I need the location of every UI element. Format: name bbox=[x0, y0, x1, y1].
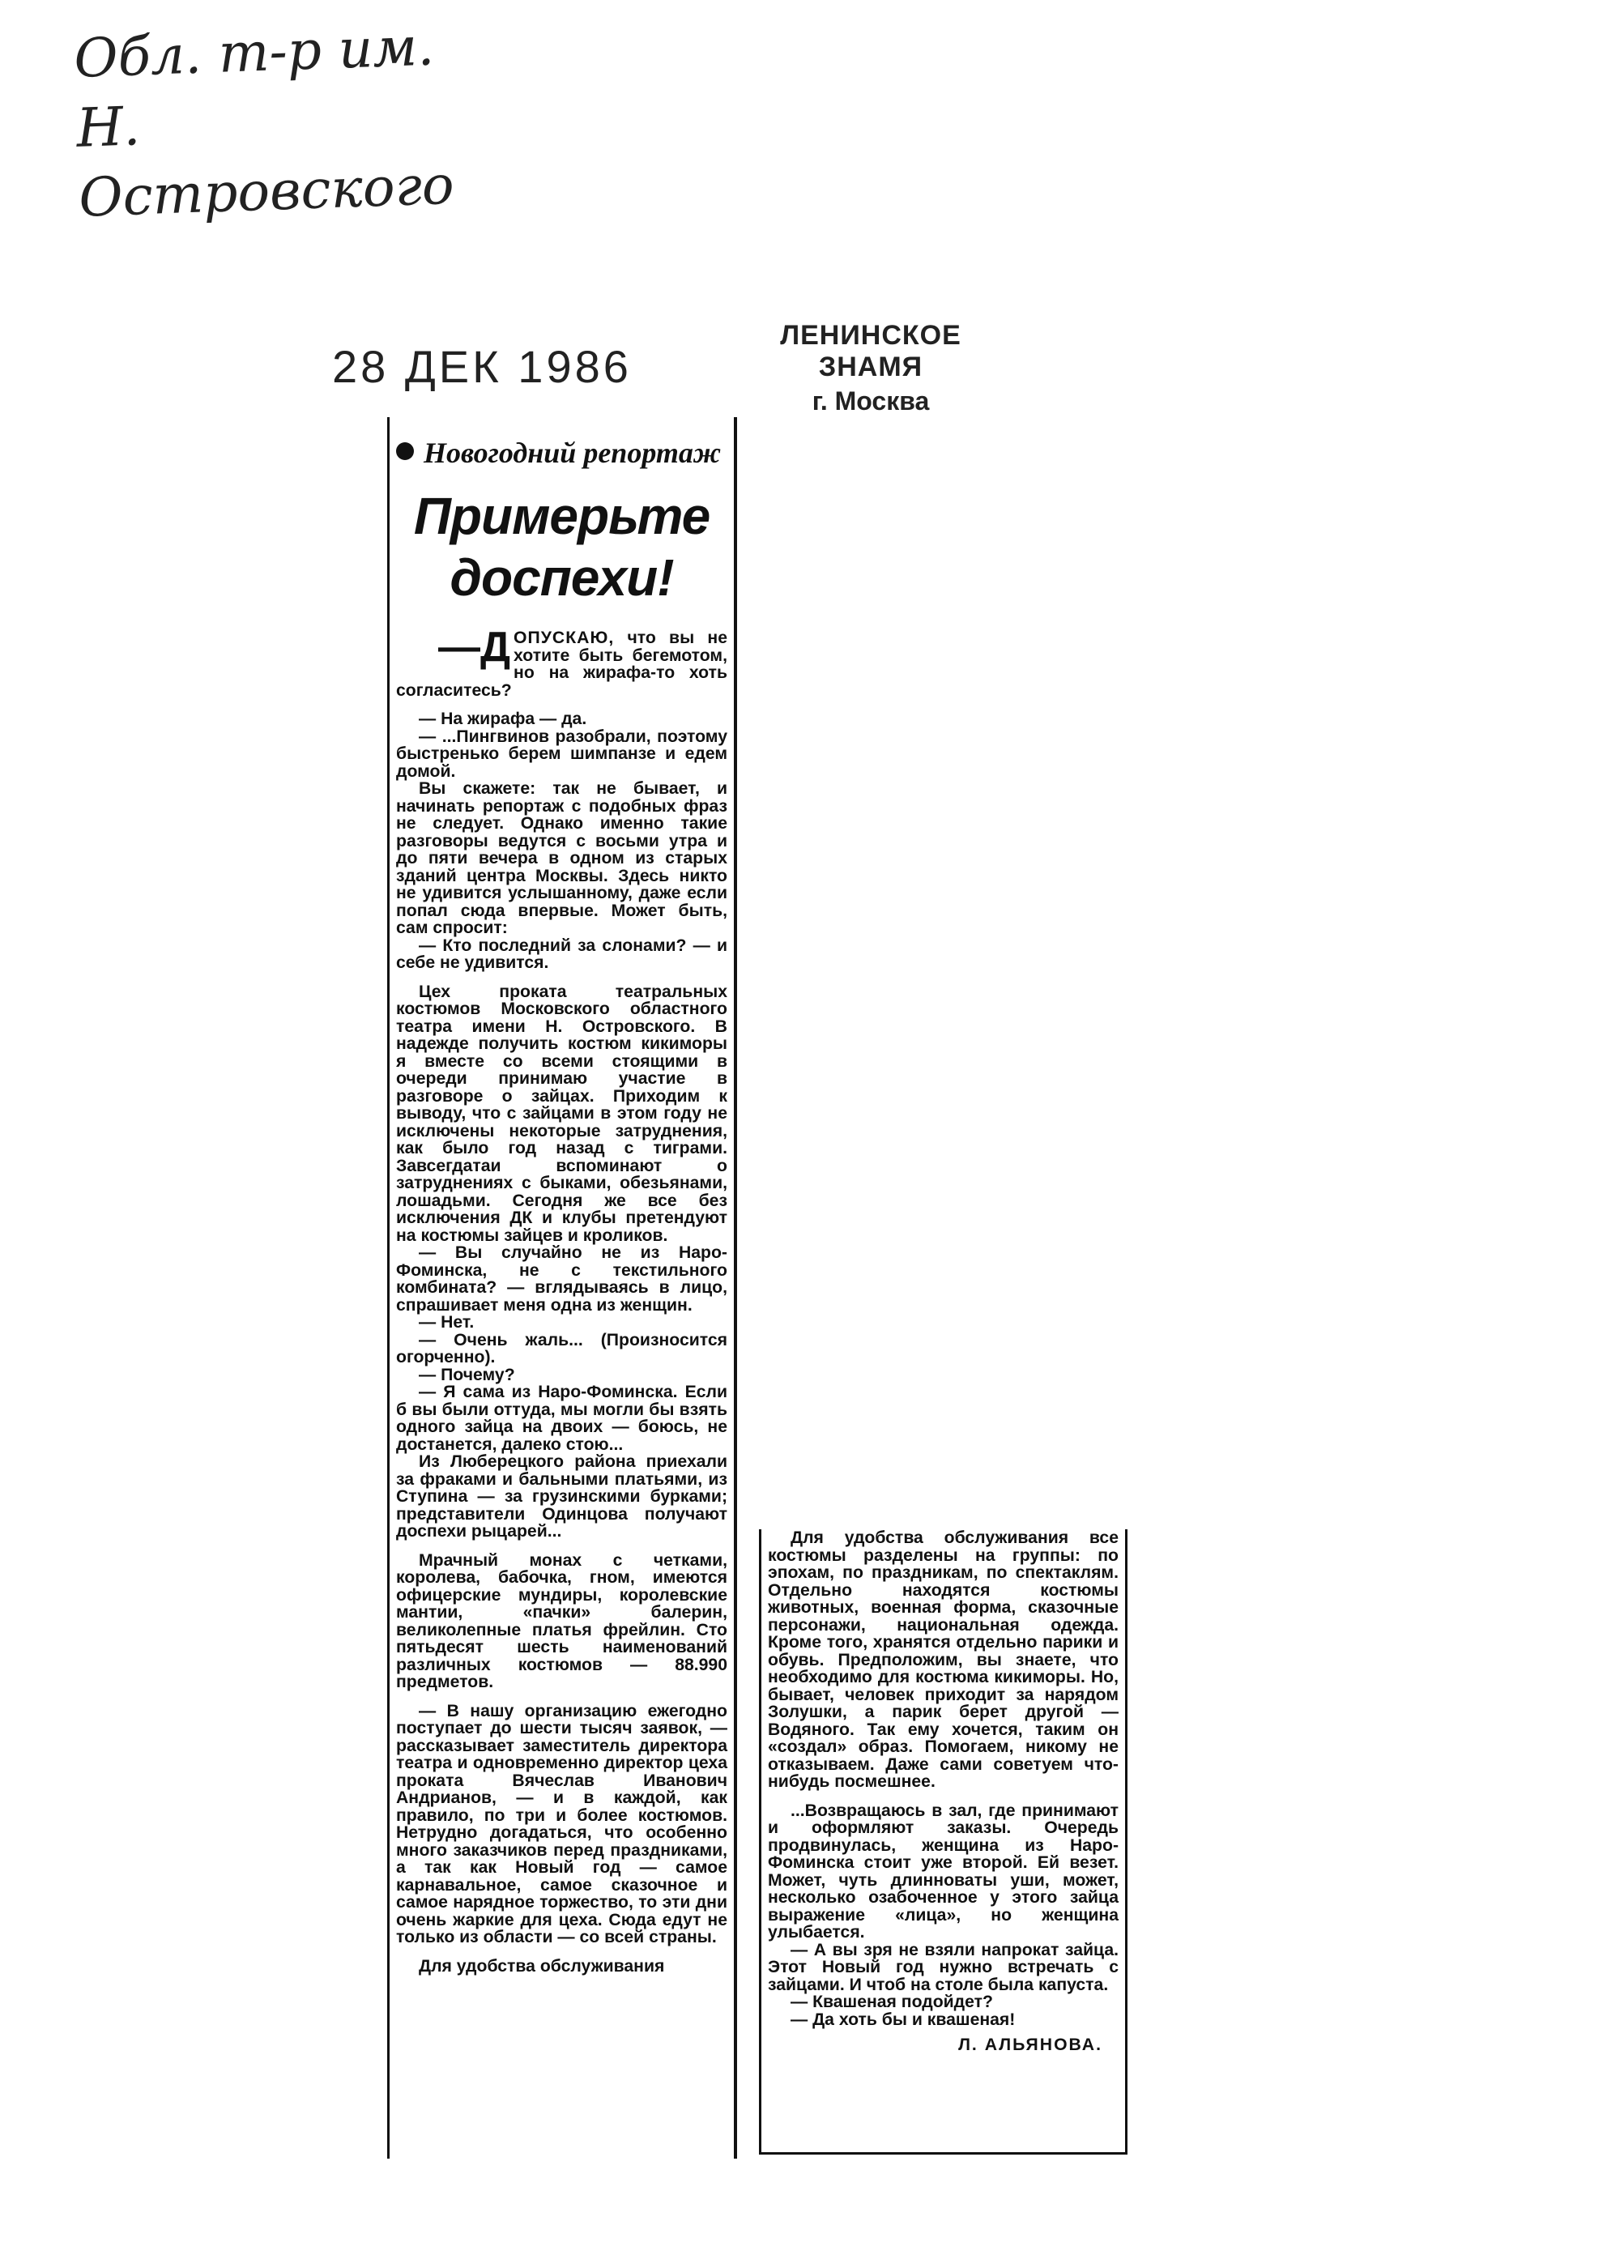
bullet-dot-icon bbox=[396, 442, 414, 460]
paragraph: — А вы зря не взяли напрокат зайца. Этот Новый год нужно встречать с зайцами. И чтоб на столе была капуста. bbox=[768, 1940, 1119, 1994]
paragraph: Для удобства обслуживания все костюмы разделены на группы: по эпохам, по праздникам, по спектаклям. Отдельно находятся костюмы животных, военная форма, сказочные персонажи, национальная одежда. Кроме того, хранятся отдельно парики и обувь. Предположим, вы знаете, что необходимо для костюма кикиморы. Но, бывает, человек приходит за нарядом Золушки, а парик берет другой — Водяного. Так ему хочется, таким он «создал» образ. Помогаем, никому не отказываем. Даже сами советуем что-нибудь посмешнее. bbox=[768, 1529, 1119, 1791]
newspaper-stamp bbox=[765, 320, 976, 416]
paragraph: — Кто последний за слонами? — и себе не удивится. bbox=[396, 936, 727, 972]
paragraph: — Да хоть бы и квашеная! bbox=[791, 2010, 1016, 2029]
paragraph: — Я сама из Наро-Фоминска. Если б вы были оттуда, мы могли бы взять одного зайца на двоих — боюсь, не достанется, далеко стою... bbox=[396, 1383, 727, 1454]
drop-cap: —Д bbox=[438, 624, 511, 671]
paragraph: — Квашеная подойдет? bbox=[791, 1993, 993, 2011]
article-column-2 bbox=[759, 1529, 1127, 2155]
rubric bbox=[396, 435, 727, 471]
newspaper-name: ЛЕНИНСКОЕ ЗНАМЯ bbox=[780, 320, 961, 382]
article-column-1 bbox=[387, 417, 737, 2159]
paragraph: Мрачный монах с четками, королева, бабочка, гном, имеются офицерские мундиры, королевские мантии, «пачки» балерин, великолепные платья фрейлин. Сто пятьдесят шесть наименований различных костюмов — 88.990 предметов. bbox=[396, 1550, 727, 1691]
newspaper-city: г. Москва bbox=[812, 386, 930, 416]
paragraph: — Нет. bbox=[419, 1313, 475, 1332]
headline: Примерьте доспехи! bbox=[413, 487, 710, 607]
paragraph: Для удобства обслуживания bbox=[419, 1956, 665, 1976]
paragraph: — Вы случайно не из Наро-Фоминска, не с текстильного комбината? — вглядываясь в лицо, спрашивает меня одна из женщин. bbox=[396, 1243, 727, 1315]
rubric-text: Новогодний репортаж bbox=[424, 437, 722, 469]
lead-paragraph bbox=[396, 624, 727, 700]
paragraph: Цех проката театральных костюмов Московского областного театра имени Н. Островского. В надежде получить костюм кикиморы я вместе со всеми стоящими в очереди принимаю участие в разговоре о зайцах. Приходим к выводу, что с зайцами в этом году не исключены некоторые затруднения, как было год назад с тиграми. Завсегдатаи вспоминают о затруднениях с быками, обезьянами, лошадьми. Сегодня же все без исключения ДК и клубы претендуют на костюмы зайцев и кроликов. bbox=[396, 982, 727, 1245]
paragraph: — В нашу организацию ежегодно поступает до шести тысяч заявок, — рассказывает заместитель директора театра и одновременно директор цеха проката Вячеслав Иванович Андрианов, — и в каждой, как правило, по три и более костюмов. Нетрудно догадаться, что особенно много заказчиков перед праздниками, а так как Новый год — самое карнавальное, самое сказочное и самое нарядное торжество, то эти дни очень жаркие для цеха. Сюда едут не только из области — со всей страны. bbox=[396, 1701, 727, 1946]
handwritten-note bbox=[73, 8, 534, 232]
paragraph: ...Возвращаюсь в зал, где принимают и оформляют заказы. Очередь продвинулась, женщина из Наро-Фоминска стоит уже второй. Ей везет. Может, чуть длинноваты уши, может, несколько озабоченное у этого зайца выражение «лица», но женщина улыбается. bbox=[768, 1801, 1119, 1942]
paragraph: — ...Пингвинов разобрали, поэтому быстренько берем шимпанзе и едем домой. bbox=[396, 727, 727, 781]
paragraph: Из Люберецкого района приехали за фраками и бальными платьями, из Ступина — за грузинскими бурками; представители Одинцова получают доспехи рыцарей... bbox=[396, 1452, 727, 1541]
paragraph: — Очень жаль... (Произносится огорченно). bbox=[396, 1330, 727, 1366]
author-signature: Л. АЛЬЯНОВА. bbox=[958, 2036, 1102, 2054]
paragraph: — На жирафа — да. bbox=[419, 710, 587, 728]
lead-caps: ОПУСКАЮ, bbox=[514, 629, 615, 647]
handwritten-line-2: Н. Островского bbox=[75, 95, 455, 229]
lead-text: что вы не хотите быть бегемотом, но на жирафа-то хоть согласитесь? bbox=[396, 629, 727, 700]
paragraph: — Почему? bbox=[419, 1365, 515, 1384]
handwritten-line-1: Обл. т-р им. bbox=[73, 15, 436, 90]
date-stamp: 28 ДЕК 1986 bbox=[332, 341, 632, 392]
paragraph: Вы скажете: так не бывает, и начинать репортаж с подобных фраз не следует. Однако именно такие разговоры ведутся с восьми утра и до пяти вечера в одном из старых зданий центра Москвы. Здесь никто не удивится услышанному, даже если попал сюда впервые. Может быть, сам спросит: bbox=[396, 779, 727, 937]
